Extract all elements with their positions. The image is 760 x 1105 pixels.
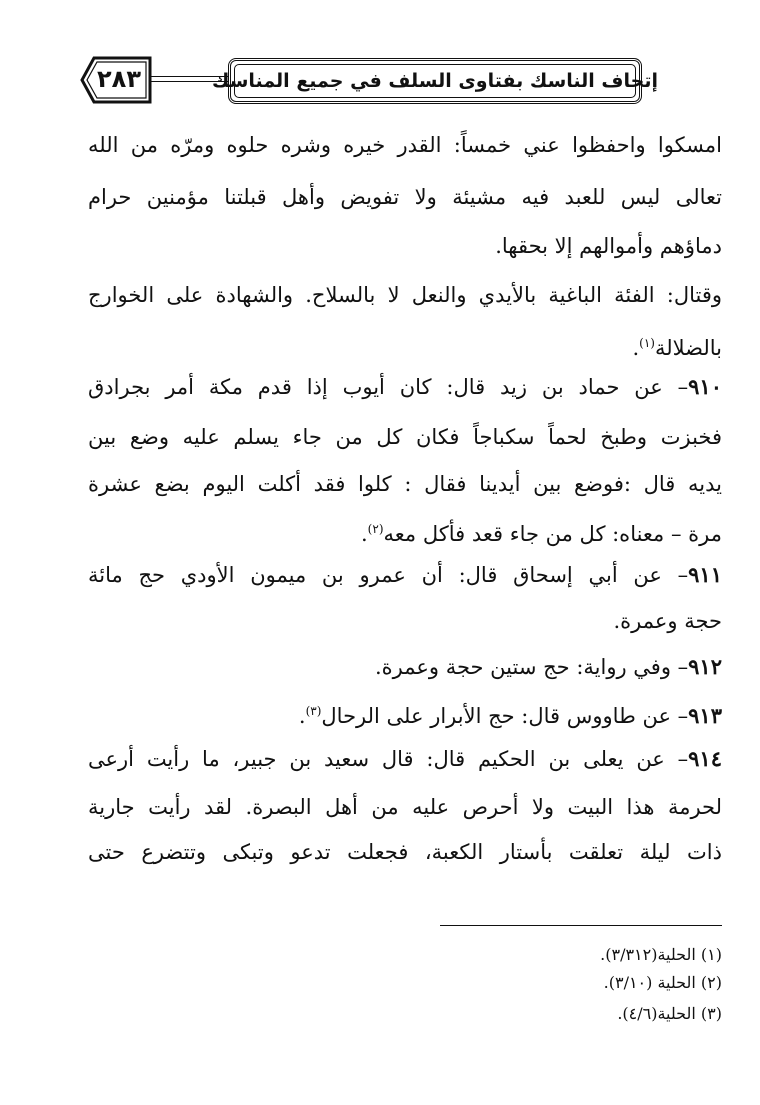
text-line — [88, 512, 722, 551]
text-line: لحرمة هذا البيت ولا أحرص عليه من أهل البصرة. لقد رأيت جارية — [88, 795, 723, 819]
entry-line — [88, 650, 722, 684]
entry-number: ٩١٤ — [688, 746, 722, 771]
text-line — [88, 326, 722, 365]
text-line: ذات ليلة تعلقت بأستار الكعبة، فجعلت تدعو وتبكى وتتضرع حتى — [88, 840, 722, 864]
entry-line — [88, 742, 722, 776]
period: . — [298, 704, 306, 728]
entry-line — [88, 694, 722, 733]
entry-line — [88, 370, 722, 404]
entry-number: ٩١٢ — [688, 654, 722, 679]
page-number-tag — [80, 54, 154, 106]
page-header — [80, 54, 658, 116]
text-fragment: – عن حماد بن زيد قال: كان أيوب إذا قدم مكة أمر بجرادق — [88, 375, 689, 399]
title-frame — [212, 58, 658, 104]
entry-number: ٩١١ — [688, 562, 722, 587]
entry-number: ٩١٣ — [688, 703, 722, 728]
text-fragment: – وفي رواية: حج ستين حجة وعمرة. — [374, 655, 689, 679]
text-line: يديه قال :فوضع بين أيدينا فقال : كلوا فقد أكلت اليوم بضع عشرة — [88, 472, 722, 496]
text-fragment: بالضلالة — [654, 336, 722, 360]
text-line: دماؤهم وأموالهم إلا بحقها. — [495, 234, 722, 258]
footnote-separator — [440, 925, 722, 926]
period: . — [360, 522, 368, 546]
footnote: (٢) الحلية (٣/١٠). — [603, 973, 722, 992]
text-line: وقتال: الفئة الباغية بالأيدي والنعل لا بالسلاح. والشهادة على الخوارج — [88, 283, 722, 307]
text-fragment: – عن أبي إسحاق قال: أن عمرو بن ميمون الأودي حج مائة — [88, 563, 689, 587]
footnote: (١) الحلية(٣/٣١٢). — [600, 945, 722, 964]
footnote-ref: (٢) — [367, 522, 384, 536]
text-line: تعالى ليس للعبد فيه مشيئة ولا تفويض وأهل قبلتنا مؤمنين حرام — [88, 185, 722, 209]
page-number: ٢٨٣ — [97, 65, 141, 93]
text-line: امسكوا واحفظوا عني خمساً: القدر خيره وشره حلوه ومرّه من الله — [88, 133, 722, 157]
text-fragment: مرة – معناه: كل من جاء قعد فأكل معه — [383, 522, 722, 546]
running-title: إتحاف الناسك بفتاوى السلف في جميع المناسك — [212, 70, 658, 92]
footnote: (٣) الحلية(٤/٦). — [617, 1004, 722, 1023]
text-line: حجة وعمرة. — [613, 609, 722, 633]
entry-number: ٩١٠ — [688, 374, 722, 399]
text-fragment: – عن طاووس قال: حج الأبرار على الرحال — [321, 704, 689, 728]
footnote-ref: (٣) — [305, 704, 322, 718]
footnote-ref: (١) — [639, 336, 655, 350]
text-line: فخبزت وطبخ لحماً سكباجاً فكان كل من جاء يسلم عليه وضع بين — [88, 425, 722, 449]
text-fragment: – عن يعلى بن الحكيم قال: قال سعيد بن جبير، ما رأيت أرعى — [88, 747, 689, 771]
entry-line — [88, 558, 722, 592]
period: . — [632, 336, 640, 360]
